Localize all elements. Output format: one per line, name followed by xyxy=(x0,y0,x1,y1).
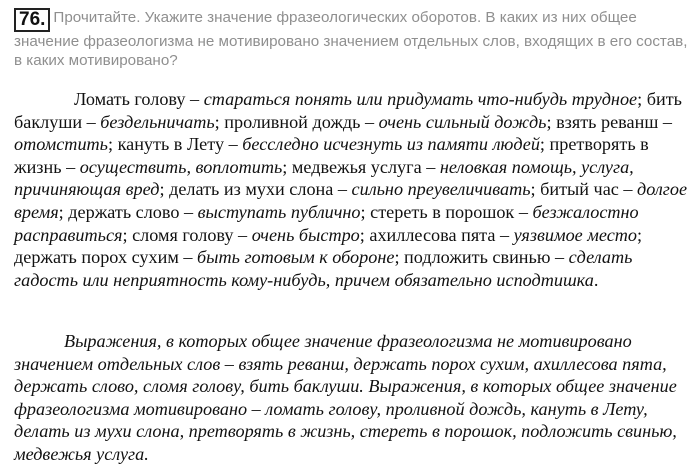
phrase-text: стереть в порошок xyxy=(370,201,515,222)
phrase-separator: – xyxy=(658,111,672,132)
phrase-item xyxy=(68,202,370,222)
phrase-meaning: быть готовым к обороне xyxy=(197,247,395,268)
phrase-meaning: бесследно исчезнуть из памяти людей xyxy=(242,134,540,155)
phrase-meaning: сильно преувеличивать xyxy=(351,179,531,200)
phrase-tail: ; xyxy=(107,134,118,155)
phrase-text: ахиллесова пята xyxy=(369,224,496,245)
phrase-separator: – xyxy=(550,247,569,268)
phrase-separator: – xyxy=(233,224,252,245)
phrase-meaning: сделать гадость или неприятность кому-нибудь, причем обязательно исподтишка xyxy=(14,247,633,290)
phrase-separator: – xyxy=(179,201,198,222)
phrase-text: кануть в Лету xyxy=(117,134,225,155)
phrase-text: медвежья услуга xyxy=(291,156,422,177)
phrase-text: делать из мухи слона xyxy=(169,179,334,200)
phrase-tail: ; xyxy=(359,224,370,245)
phrase-meaning: выступать публично xyxy=(197,201,361,222)
phrase-text: битый час xyxy=(540,179,619,200)
phrase-tail: ; xyxy=(360,201,371,222)
answer-paragraph xyxy=(14,330,688,466)
phrase-meaning: стараться понять или придумать что-нибудь трудное xyxy=(203,89,638,109)
phrase-meaning: осуществить, воплотить xyxy=(79,156,283,177)
phrase-item xyxy=(132,225,369,245)
phrase-meaning: неловкая помощь, услуга, причиняющая вред xyxy=(14,156,634,200)
phrase-separator: – xyxy=(61,156,80,177)
phrase-text: претворять в жизнь xyxy=(14,134,649,177)
phrase-item xyxy=(369,225,642,245)
phrase-text: бить баклуши xyxy=(14,89,682,132)
phrase-tail: ; xyxy=(159,179,170,200)
phrase-meaning: безжалостно расправиться xyxy=(14,201,639,245)
phrase-text: проливной дождь xyxy=(224,111,361,132)
phrase-item xyxy=(14,247,404,267)
phrase-separator: – xyxy=(82,111,101,132)
phrase-item xyxy=(74,89,647,109)
phrase-separator: – xyxy=(514,201,533,222)
phrase-separator: – xyxy=(618,179,638,200)
phrase-tail: ; xyxy=(394,247,405,268)
phrase-meaning: бездельничать xyxy=(100,111,215,132)
phrase-tail: ; xyxy=(539,134,550,155)
phrase-separator: – xyxy=(224,134,243,155)
phrase-separator: – xyxy=(360,111,379,132)
phrase-text: держать слово xyxy=(68,201,180,222)
phrase-tail: . xyxy=(593,269,599,290)
phrase-separator: – xyxy=(495,224,514,245)
phrase-meanings-paragraph xyxy=(14,88,688,291)
task-number: 76. xyxy=(14,8,50,32)
phrase-meaning: очень быстро xyxy=(251,224,360,245)
phrase-meaning: уязвимое место xyxy=(513,224,638,245)
answer-text: Выражения, в которых общее значение фразеологизма не мотивировано значением отдельных слов – взять реванш, держать порох сухим, ахиллесова пята, держать слово, сломя голову, бить баклуши. Выражения, в которых общее значение фразеологизма мотивировано – ломать голову, проливной дождь, кануть в Лету, делать из мухи слона, претворять в жизнь, стереть в порошок, подложить свинью, медвежья услуга. xyxy=(14,331,677,464)
phrase-text: подложить свинью xyxy=(404,247,551,268)
phrase-separator: – xyxy=(333,179,352,200)
phrase-separator: – xyxy=(178,247,198,268)
phrase-tail: ; xyxy=(214,111,225,132)
phrase-tail: ; xyxy=(58,201,69,222)
phrase-text: Ломать голову xyxy=(74,89,186,109)
phrase-separator: – xyxy=(421,156,440,177)
phrase-item xyxy=(224,112,556,132)
phrase-meaning: очень сильный дождь xyxy=(378,111,547,132)
phrase-meaning: долгое время xyxy=(14,179,688,222)
phrase-text: сломя голову xyxy=(132,224,234,245)
phrase-tail: ; xyxy=(546,111,557,132)
task-instruction: Прочитайте. Укажите значение фразеологических оборотов. В каких из них общее значение фразеологизма не мотивировано значением отдельных слов, входящих в его состав, в каких мотивировано? xyxy=(14,9,688,69)
phrase-separator: – xyxy=(185,89,204,109)
phrase-tail: ; xyxy=(637,89,647,109)
phrase-text: взять реванш xyxy=(556,111,659,132)
task-header xyxy=(14,8,690,70)
phrase-meaning: отомстить xyxy=(14,134,108,155)
phrase-item xyxy=(169,179,540,199)
phrase-item xyxy=(118,134,550,154)
phrase-tail: ; xyxy=(530,179,541,200)
phrase-tail: ; xyxy=(282,156,292,177)
phrase-tail: ; xyxy=(122,224,133,245)
phrase-text: держать порох сухим xyxy=(14,247,179,268)
phrase-tail: ; xyxy=(637,224,643,245)
